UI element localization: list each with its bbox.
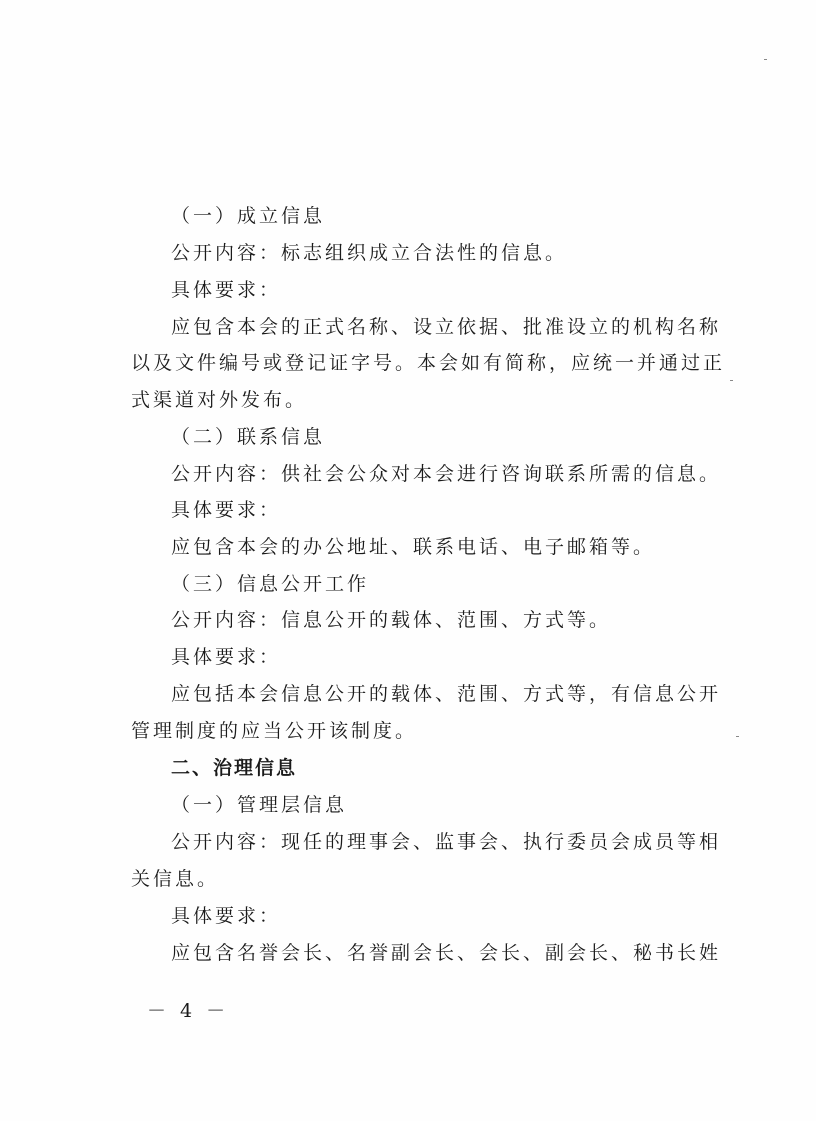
paragraph-line: 具体要求： (171, 646, 282, 668)
paragraph-line: 公开内容：信息公开的载体、范围、方式等。 (171, 609, 612, 631)
scan-speck (730, 380, 733, 381)
subheading-contact-info: （二）联系信息 (171, 426, 326, 448)
scan-speck (764, 59, 767, 60)
paragraph-line: 应包括本会信息公开的载体、范围、方式等，有信息公开 (171, 683, 722, 705)
paragraph-line: 具体要求： (171, 905, 282, 927)
subheading-management-info: （一）管理层信息 (171, 794, 348, 816)
paragraph-line: 具体要求： (171, 499, 282, 521)
paragraph-line: 关信息。 (131, 868, 220, 890)
paragraph-line: 公开内容：供社会公众对本会进行咨询联系所需的信息。 (171, 463, 722, 485)
paragraph-line: 式渠道对外发布。 (131, 389, 308, 411)
paragraph-line: 应包含名誉会长、名誉副会长、会长、副会长、秘书长姓 (171, 942, 722, 964)
paragraph-line: 应包含本会的办公地址、联系电话、电子邮箱等。 (171, 536, 656, 558)
paragraph-line: 管理制度的应当公开该制度。 (131, 720, 418, 742)
paragraph-line: 以及文件编号或登记证字号。本会如有简称，应统一并通过正 (131, 352, 726, 374)
paragraph-line: 公开内容：现任的理事会、监事会、执行委员会成员等相 (171, 831, 722, 853)
scan-speck (736, 736, 739, 737)
paragraph-line: 应包含本会的正式名称、设立依据、批准设立的机构名称 (171, 316, 722, 338)
section-heading-governance: 二、治理信息 (171, 757, 298, 779)
paragraph-line: 具体要求： (171, 279, 282, 301)
subheading-establishment-info: （一）成立信息 (171, 205, 326, 227)
paragraph-line: 公开内容：标志组织成立合法性的信息。 (171, 242, 568, 264)
subheading-disclosure-work: （三）信息公开工作 (171, 573, 370, 595)
page-number: － 4 － (147, 1000, 230, 1022)
